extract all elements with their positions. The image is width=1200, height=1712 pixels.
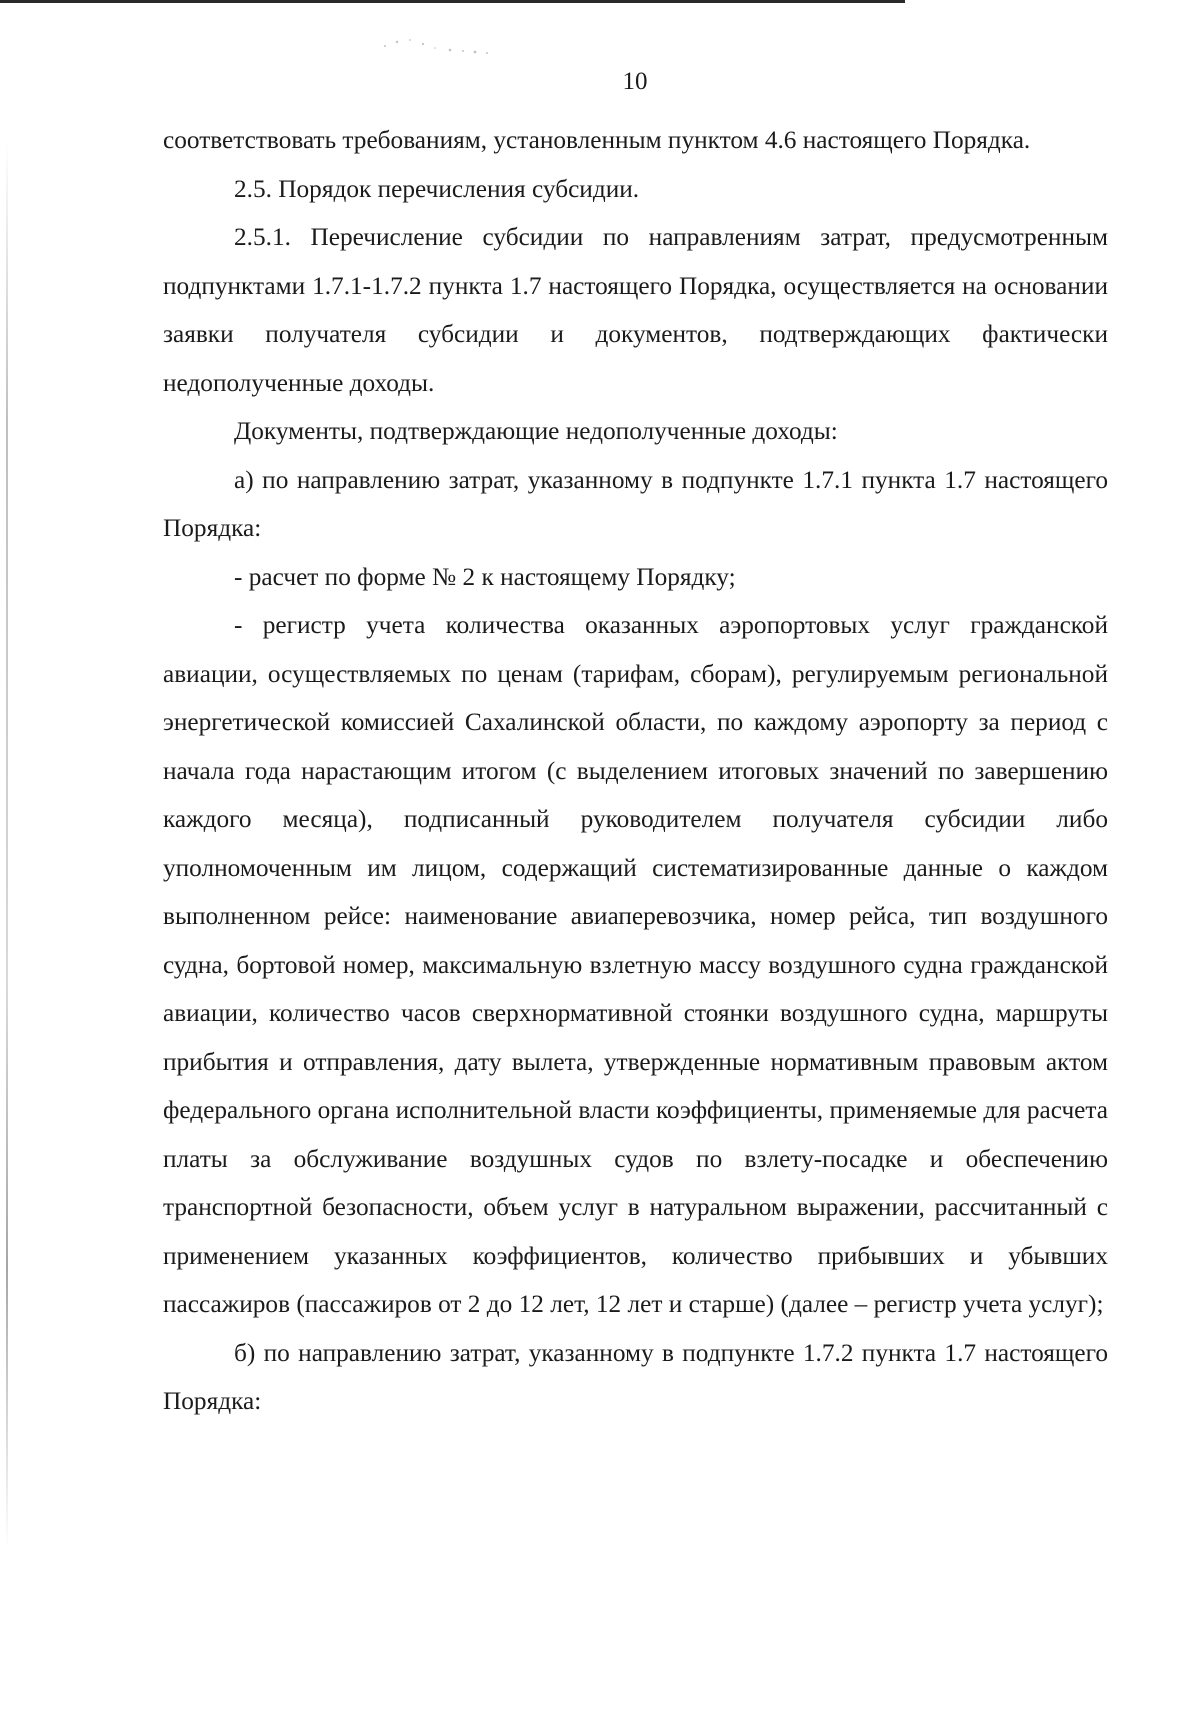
- document-body: [163, 116, 1108, 1426]
- list-item-b: б) по направлению затрат, указанному в подпункте 1.7.2 пункта 1.7 настоящего Порядка:: [163, 1338, 1108, 1415]
- section-heading-2-5: 2.5. Порядок перечисления субсидии.: [234, 174, 640, 203]
- paragraph-2-5-1: 2.5.1. Перечисление субсидии по направлениям затрат, предусмотренным подпунктами 1.7.1-1.7.2 пункта 1.7 настоящего Порядка, осуществляется на основании заявки получателя субсидии и документов, подтверждающих фактически недополученные доходы.: [163, 223, 1108, 397]
- scan-speckle-mark: [375, 28, 515, 58]
- scan-edge-shadow: [6, 140, 8, 1550]
- page-number: 10: [622, 68, 648, 95]
- list-item-register: - регистр учета количества оказанных аэропортовых услуг гражданской авиации, осуществляемых по ценам (тарифам, сборам), регулируемым региональной энергетической комиссией Сахалинской области, по каждому аэропорту за период с начала года нарастающим итогом (с выделением итоговых значений по завершению каждого месяца), подписанный руководителем получателя субсидии либо уполномоченным им лицом, содержащий систематизированные данные о каждом выполненном рейсе: наименование авиаперевозчика, номер рейса, тип воздушного судна, бортовой номер, максимальную взлетную массу воздушного судна гражданской авиации, количество часов сверхнормативной стоянки воздушного судна, маршруты прибытия и отправления, дату вылета, утвержденные нормативным правовым актом федерального органа исполнительной власти коэффициенты, применяемые для расчета платы за обслуживание воздушных судов по взлету-посадке и обеспечению транспортной безопасности, объем услуг в натуральном выражении, рассчитанный с применением указанных коэффициентов, количество прибывших и убывших пассажиров (пассажиров от 2 до 12 лет, 12 лет и старше) (далее – регистр учета услуг);: [163, 611, 1108, 1318]
- list-item-calculation: - расчет по форме № 2 к настоящему Порядку;: [234, 562, 736, 591]
- paragraph-continuation: соответствовать требованиям, установленным пунктом 4.6 настоящего Порядка.: [163, 126, 1031, 154]
- paragraph-documents-intro: Документы, подтверждающие недополученные доходы:: [234, 417, 838, 445]
- list-item-a: а) по направлению затрат, указанному в подпункте 1.7.1 пункта 1.7 настоящего Порядка:: [163, 465, 1108, 542]
- scan-border-line: [0, 0, 905, 3]
